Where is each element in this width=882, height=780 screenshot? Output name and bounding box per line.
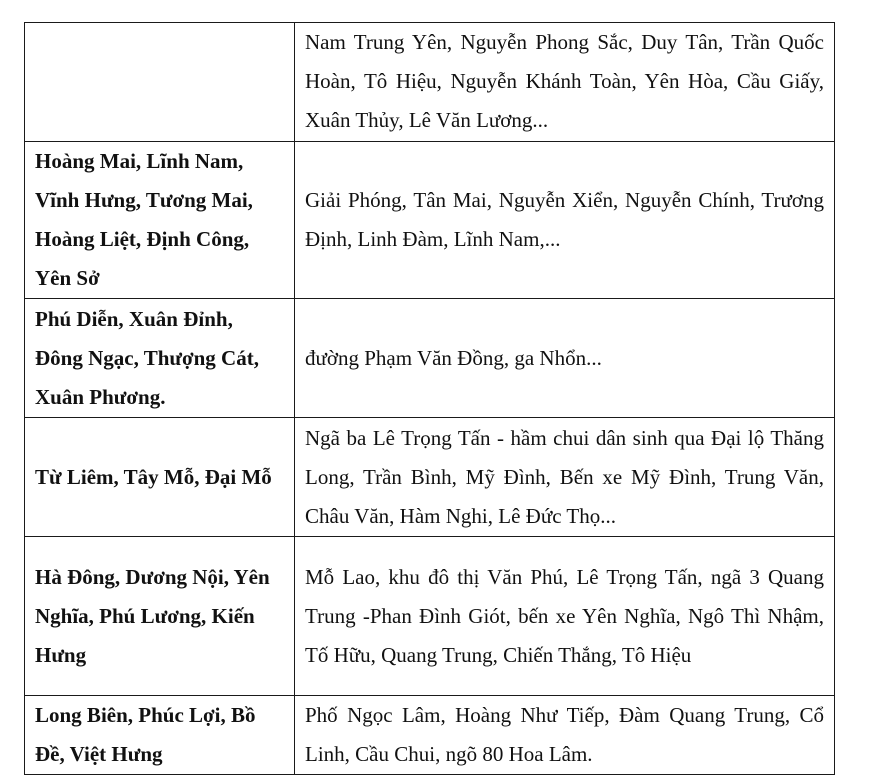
area-cell [25,23,295,142]
table-row [25,418,835,537]
table-row [25,142,835,299]
table-row [25,696,835,775]
streets-cell: Ngã ba Lê Trọng Tấn - hầm chui dân sinh qua Đại lộ Thăng Long, Trần Bình, Mỹ Đình, Bến xe Mỹ Đình, Trung Văn, Châu Văn, Hàm Nghi, Lê Đức Thọ... [295,418,835,537]
table-row [25,23,835,142]
traffic-area-table [24,22,835,775]
streets-cell: Giải Phóng, Tân Mai, Nguyễn Xiển, Nguyễn Chính, Trương Định, Linh Đàm, Lĩnh Nam,... [295,142,835,299]
table-row [25,537,835,696]
streets-cell: đường Phạm Văn Đồng, ga Nhổn... [295,299,835,418]
area-cell: Long Biên, Phúc Lợi, Bồ Đề, Việt Hưng [25,696,295,775]
area-cell: Phú Diễn, Xuân Đỉnh, Đông Ngạc, Thượng Cát, Xuân Phương. [25,299,295,418]
area-cell: Hà Đông, Dương Nội, Yên Nghĩa, Phú Lương, Kiến Hưng [25,537,295,696]
table-row [25,299,835,418]
area-cell: Từ Liêm, Tây Mỗ, Đại Mỗ [25,418,295,537]
area-cell: Hoàng Mai, Lĩnh Nam, Vĩnh Hưng, Tương Mai, Hoàng Liệt, Định Công, Yên Sở [25,142,295,299]
streets-cell: Phố Ngọc Lâm, Hoàng Như Tiếp, Đàm Quang Trung, Cổ Linh, Cầu Chui, ngõ 80 Hoa Lâm. [295,696,835,775]
streets-cell: Nam Trung Yên, Nguyễn Phong Sắc, Duy Tân, Trần Quốc Hoàn, Tô Hiệu, Nguyễn Khánh Toàn, Yên Hòa, Cầu Giấy, Xuân Thủy, Lê Văn Lương... [295,23,835,142]
streets-cell: Mỗ Lao, khu đô thị Văn Phú, Lê Trọng Tấn, ngã 3 Quang Trung -Phan Đình Giót, bến xe Yên Nghĩa, Ngô Thì Nhậm, Tố Hữu, Quang Trung, Chiến Thắng, Tô Hiệu [295,537,835,696]
